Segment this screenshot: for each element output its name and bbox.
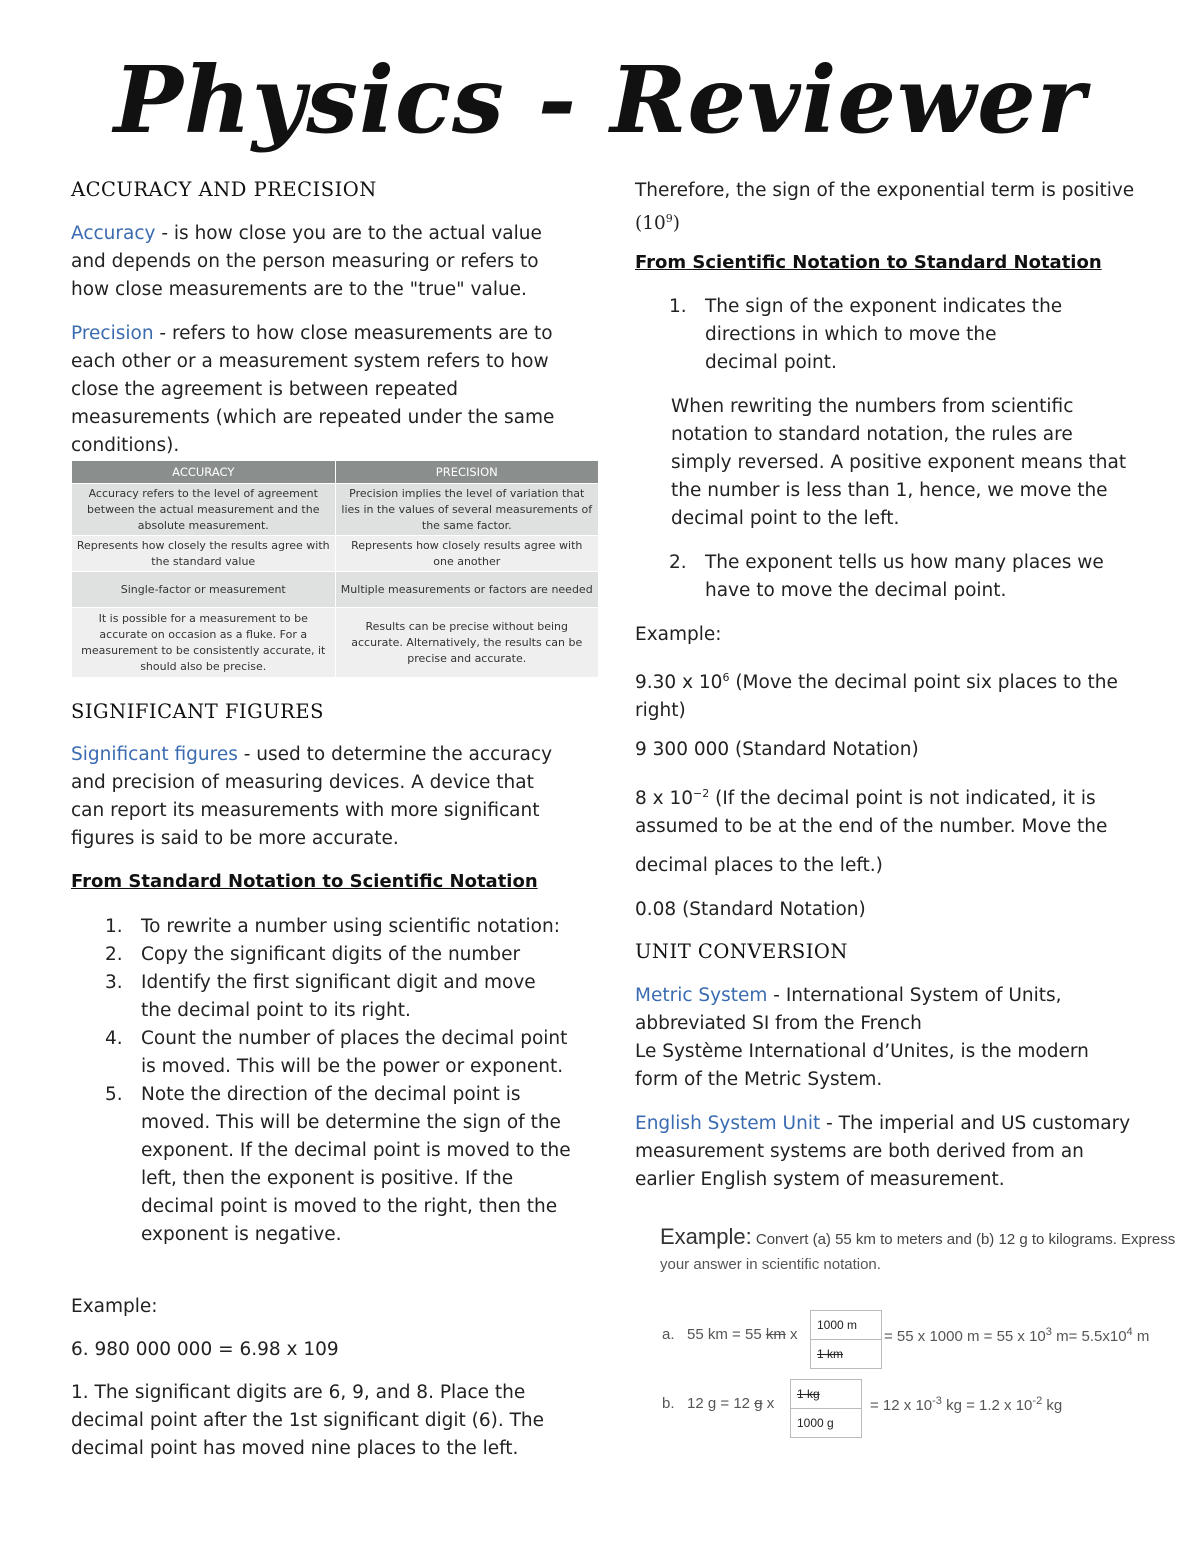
- table-cell: Represents how closely the results agree with the standard value: [72, 536, 336, 572]
- subheading-scientific-to-standard: From Scientific Notation to Standard Notation: [635, 252, 1102, 273]
- example2-result: 0.08 (Standard Notation): [635, 899, 866, 920]
- table-cell: It is possible for a measurement to be accurate on occasion as a fluke. For a measurement to be consistently accurate, it should also be precise.: [72, 608, 336, 678]
- sigfig-paragraph: [71, 741, 556, 853]
- accuracy-paragraph: [71, 220, 551, 304]
- conversion-example-image: [658, 1218, 1200, 1458]
- conversion-a-rhs: = 55 x 1000 m = 55 x $10^3$ $m= 5.5x10^4$ m: [884, 1326, 1150, 1345]
- table-cell: Accuracy refers to the level of agreement between the actual measurement and the absolute measurement.: [72, 484, 336, 536]
- conversion-example-heading: Example: Convert (a) 55 km to meters and (b) 12 g to kilograms. Express: [660, 1224, 1176, 1249]
- precision-paragraph: [71, 320, 561, 460]
- precision-term: Precision: [71, 323, 154, 344]
- heading-significant-figures: SIGNIFICANT FIGURES: [71, 700, 324, 723]
- example2-note-continued: decimal places to the left.): [635, 855, 883, 876]
- conversion-a-factor: $\frac{1000 m}{1 km}$: [810, 1310, 882, 1369]
- heading-accuracy-precision: ACCURACY AND PRECISION: [71, 178, 377, 201]
- precision-definition: - refers to how close measurements are to each other or a measurement system refers to how close the agreement is between repeated measurements (which are repeated under the same conditions).: [71, 323, 555, 456]
- table-header-accuracy: ACCURACY: [72, 461, 336, 484]
- conversion-b-rhs: = 12 x $10^{-3}$ kg = 1.2 x $10^{-2}$ kg: [870, 1395, 1063, 1414]
- example-label-right: Example:: [635, 624, 722, 645]
- table-header-precision: PRECISION: [335, 461, 599, 484]
- list-item: 1. To rewrite a number using scientific notation:: [105, 916, 560, 937]
- english-term: English System Unit: [635, 1113, 821, 1134]
- list-item: 4. Count the number of places the decimal point is moved. This will be the power or exponent.: [105, 1028, 568, 1077]
- sigfig-definition: - used to determine the accuracy and precision of measuring devices. A device that can report its measurements with more significant figures is said to be more accurate.: [71, 744, 553, 849]
- list-item: 3. Identify the first significant digit and move the decimal point to its right.: [105, 972, 536, 1021]
- example2-line: 8 x $10^{-2}$ (If the decimal point is not indicated, it is assumed to be at the end of the number. Move the: [635, 787, 1108, 838]
- conversion-b-lhs: b. 12 g = 12 g x: [662, 1395, 775, 1412]
- accuracy-precision-table: [71, 460, 599, 678]
- example-note: 1. The significant digits are 6, 9, and 8. Place the decimal point after the 1st significant digit (6). The decimal point has moved nine places to the left.: [71, 1382, 544, 1459]
- table-cell: Single-factor or measurement: [72, 572, 336, 608]
- example-label-left: Example:: [71, 1296, 158, 1317]
- rule1-item: 1. The sign of the exponent indicates the directions in which to move the decimal point.: [669, 296, 1063, 373]
- table-cell: Results can be precise without being accurate. Alternatively, the results can be precise and accurate.: [335, 608, 599, 678]
- metric-paragraph: Metric System - International System of Units, abbreviated SI from the French Le Système International d’Unites, is the modern form of the Metric System.: [635, 985, 1089, 1090]
- conversion-a-lhs: a. 55 km = 55 km x: [662, 1326, 798, 1343]
- example1-result: 9 300 000 (Standard Notation): [635, 739, 919, 760]
- conversion-example-instruction: your answer in scientific notation.: [660, 1256, 881, 1273]
- english-paragraph: English System Unit - The imperial and US customary measurement systems are both derived from an earlier English system of measurement.: [635, 1113, 1131, 1190]
- table-cell: Multiple measurements or factors are needed: [335, 572, 599, 608]
- accuracy-definition: - is how close you are to the actual value and depends on the person measuring or refers to how close measurements are to the "true" value.: [71, 223, 542, 300]
- table-cell: Represents how closely results agree with one another: [335, 536, 599, 572]
- therefore-paragraph: Therefore, the sign of the exponential term is positive $(10^9)$: [635, 180, 1135, 235]
- steps-list: [71, 913, 571, 1249]
- conversion-b-factor: $\frac{1 kg}{1000 g}$: [790, 1379, 862, 1438]
- example-equation: 6. 980 000 000 = 6.98 x 109: [71, 1339, 339, 1360]
- table-cell: Precision implies the level of variation that lies in the values of several measurements of the same factor.: [335, 484, 599, 536]
- list-item: 5. Note the direction of the decimal point is moved. This will be determine the sign of the exponent. If the decimal point is moved to the left, then the exponent is positive. If the decimal point is moved to the right, then the exponent is negative.: [105, 1084, 571, 1245]
- subheading-standard-to-scientific: From Standard Notation to Scientific Notation: [71, 871, 538, 892]
- sigfig-term: Significant figures: [71, 744, 238, 765]
- metric-term: Metric System: [635, 985, 768, 1006]
- page-title: Physics - Reviewer: [113, 46, 1087, 154]
- example1-line: 9.30 x $10^6$ (Move the decimal point six places to the right): [635, 671, 1118, 722]
- rule2-item: 2. The exponent tells us how many places we have to move the decimal point.: [669, 552, 1104, 601]
- accuracy-term: Accuracy: [71, 223, 156, 244]
- rule1-detail: When rewriting the numbers from scientific notation to standard notation, the rules are simply reversed. A positive exponent means that the number is less than 1, hence, we move the decimal point to the left.: [671, 396, 1127, 529]
- list-item: 2. Copy the significant digits of the number: [105, 944, 521, 965]
- heading-unit-conversion: UNIT CONVERSION: [635, 940, 848, 963]
